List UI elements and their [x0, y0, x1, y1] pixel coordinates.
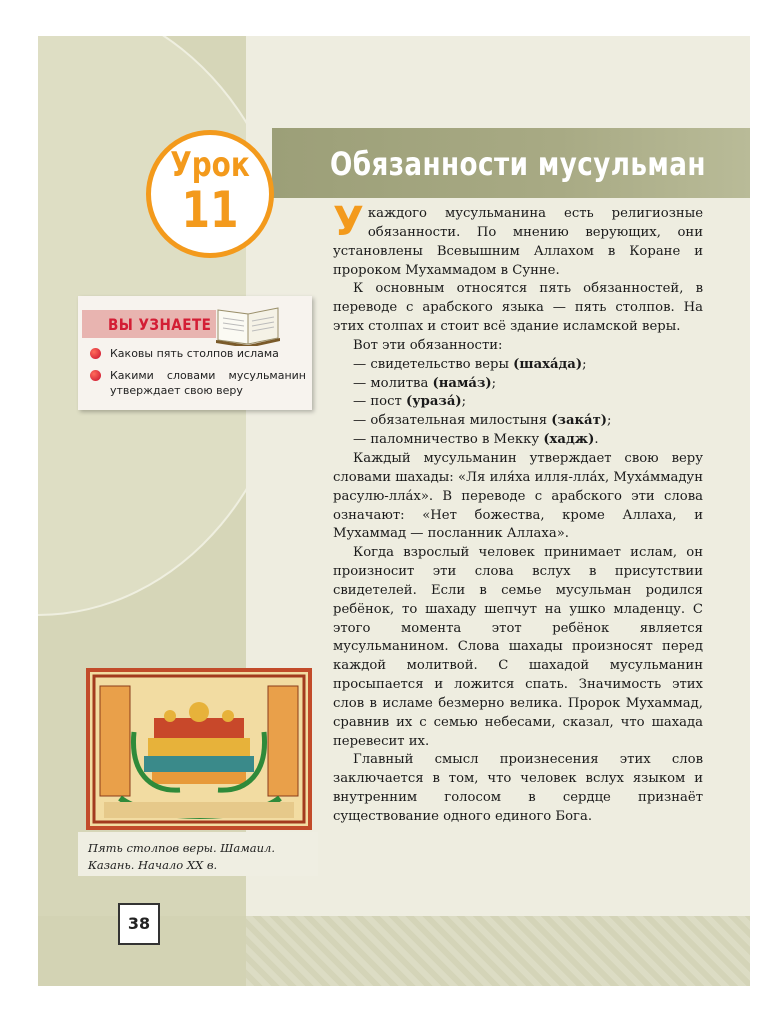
duty-item	[333, 356, 703, 375]
paragraph: Главный смысл произнесения этих слов заключается в том, что человек вслух языком и внутренним голосом в сердце признаёт существование одного единого Бога.	[333, 752, 703, 824]
paragraph: К основным относятся пять обязанностей, в переводе с арабского языка — пять столпов. На этих столпах и стоит всё здание исламской веры.	[333, 281, 703, 335]
duty-term: (хадж)	[543, 432, 595, 448]
duty-text: — паломничество в Мекку	[353, 432, 544, 448]
duty-term: (ураза́)	[405, 394, 462, 410]
duty-item	[333, 375, 703, 394]
shamail-illustration	[86, 668, 312, 830]
learn-item: Каковы пять столпов ислама	[110, 347, 279, 360]
paragraph-text: каждого мусульманина есть религиозные обязанности. По мнению верующих, они установлены Всевышним Аллахом в Коране и пророком Мухаммадом в Сунне.	[333, 206, 703, 278]
bullet-icon	[90, 348, 101, 359]
duty-end: .	[594, 432, 599, 448]
duty-item	[333, 393, 703, 412]
duty-term: (нама́з)	[432, 375, 492, 391]
duty-text: — свидетельство веры	[353, 356, 514, 372]
paragraph	[333, 199, 703, 280]
duty-text: — молитва	[353, 375, 433, 391]
paragraph: Вот эти обязанности:	[353, 337, 503, 353]
learn-heading: ВЫ УЗНАЕТЕ	[108, 315, 212, 334]
duty-end: ;	[606, 413, 612, 429]
figure-caption: Пять столпов веры. Шамаил. Казань. Начало XX в.	[88, 841, 276, 872]
bullet-icon	[90, 370, 101, 381]
learn-item: Какими словами мусульманин утверждает свою веру	[110, 369, 306, 397]
duty-end: ;	[582, 356, 587, 372]
duty-end: ;	[491, 375, 497, 391]
bottom-ornament	[246, 916, 750, 986]
lesson-badge	[146, 130, 274, 258]
lesson-word: Урок	[170, 145, 250, 185]
page-number-box	[118, 903, 160, 945]
drop-cap: У	[333, 199, 364, 245]
duty-text: — обязательная милостыня	[353, 413, 552, 429]
duty-item	[333, 431, 703, 450]
open-book-icon	[214, 302, 282, 346]
duty-text: — пост	[353, 394, 406, 410]
duty-end: ;	[461, 394, 467, 410]
paragraph: Когда взрослый человек принимает ислам, он произносит эти слова вслух в присутствии свидетелей. Если в семье мусульман родился ребёнок, то шахаду шепчут на ушко младенцу. С этого момента этот ребёнок является мусульманином. Слова шахады произносят перед каждой молитвой. С шахадой мусульманин просыпается и ложится спать. Значимость этих слов в исламе безмерно велика. Пророк Мухаммад, сравнив их с семью небесами, сказал, что шахада перевесит их.	[333, 545, 703, 749]
duty-item	[333, 412, 703, 431]
lesson-number: 11	[181, 181, 239, 239]
page-title: Обязанности мусульман	[330, 145, 706, 183]
learn-box	[78, 296, 312, 410]
body-text	[333, 199, 703, 827]
page-number: 38	[127, 914, 151, 933]
paragraph: Каждый мусульманин утверждает свою веру словами шахады: «Ля иля́ха илля-лла́х, Муха́ммадун расулю-лла́х». В переводе с арабского эти слова означают: «Нет божества, кроме Аллаха, и Мухаммад — посланник Аллаха».	[333, 450, 703, 542]
duty-term: (шаха́да)	[513, 356, 583, 372]
duty-term: (зака́т)	[551, 413, 607, 429]
